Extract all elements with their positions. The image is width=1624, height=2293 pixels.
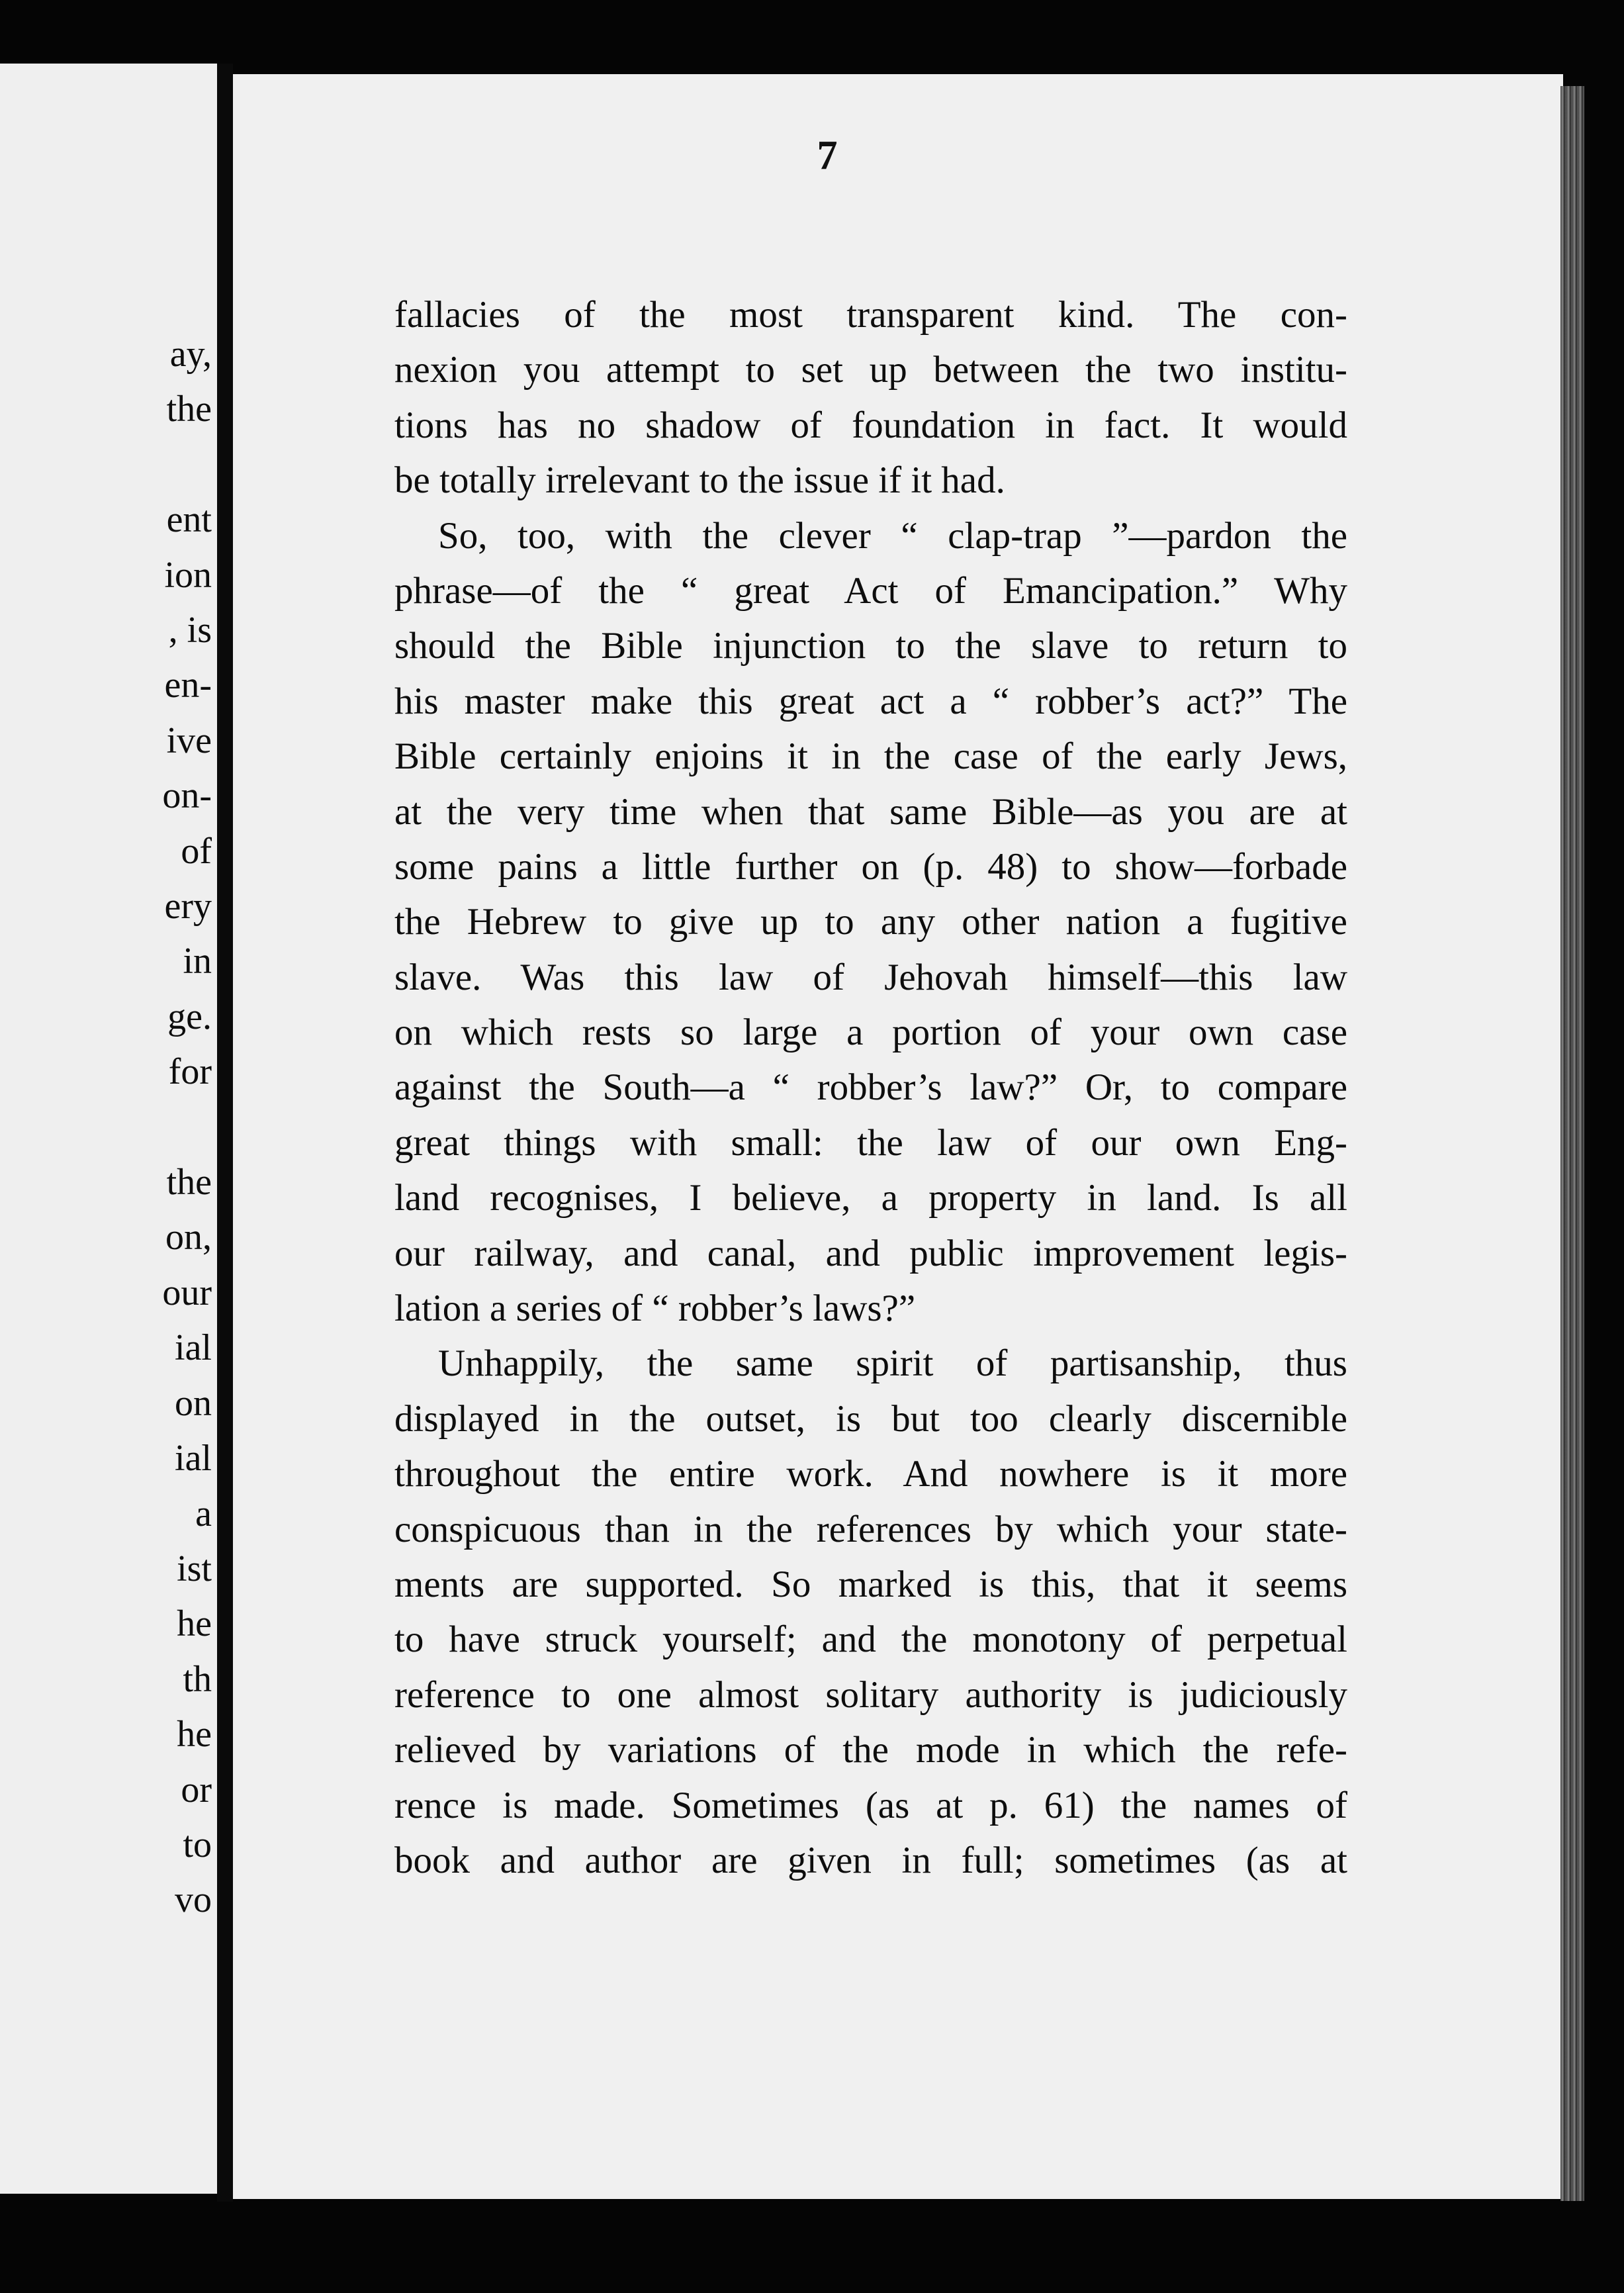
- text-line: his master make this great act a “ robber’s act?” The: [394, 680, 1347, 722]
- text-line: Unhappily, the same spirit of partisanship, thus: [438, 1342, 1347, 1385]
- left-fragment: ge.: [167, 996, 212, 1037]
- text-line: slave. Was this law of Jehovah himself—this law: [394, 956, 1347, 998]
- left-fragment: on: [175, 1382, 212, 1424]
- text-line: land recognises, I believe, a property in land. Is all: [394, 1177, 1347, 1219]
- left-fragment: to: [183, 1824, 212, 1865]
- text-line: great things with small: the law of our own Eng-: [394, 1121, 1347, 1164]
- text-line: phrase—of the “ great Act of Emancipation.” Why: [394, 569, 1347, 612]
- text-line: at the very time when that same Bible—as you are at: [394, 790, 1347, 833]
- text-line: should the Bible injunction to the slave to return to: [394, 625, 1347, 667]
- page-edges: [1560, 86, 1584, 2201]
- left-fragment: ery: [164, 886, 212, 927]
- text-line: our railway, and canal, and public improvement legis-: [394, 1232, 1347, 1274]
- text-line: some pains a little further on (p. 48) to show—forbade: [394, 845, 1347, 888]
- text-line: conspicuous than in the references by which your state-: [394, 1508, 1347, 1550]
- left-fragment: ion: [164, 554, 212, 596]
- text-line: Bible certainly enjoins it in the case of the early Jews,: [394, 735, 1347, 778]
- text-line: the Hebrew to give up to any other nation a fugitive: [394, 901, 1347, 943]
- text-line: displayed in the outset, is but too clearly discernible: [394, 1397, 1347, 1440]
- left-fragment: our: [162, 1272, 212, 1313]
- left-fragment: ay,: [169, 334, 212, 375]
- left-fragment: ial: [175, 1327, 212, 1369]
- text-line: reference to one almost solitary authority is judiciously: [394, 1673, 1347, 1716]
- left-fragment: he: [177, 1603, 212, 1645]
- left-fragment: on,: [165, 1217, 212, 1258]
- left-fragment-gap: [162, 1100, 212, 1155]
- text-line: to have struck yourself; and the monotony of perpetual: [394, 1618, 1347, 1661]
- left-fragment: on-: [162, 775, 212, 817]
- text-line: fallacies of the most transparent kind. The con-: [394, 294, 1347, 336]
- text-line: nexion you attempt to set up between the two institu-: [394, 349, 1347, 391]
- left-fragment: ive: [166, 720, 212, 761]
- left-fragment: , is: [168, 610, 212, 651]
- text-line: on which rests so large a portion of your own case: [394, 1011, 1347, 1054]
- left-fragment: en-: [164, 665, 212, 706]
- left-fragment: th: [183, 1658, 212, 1700]
- left-fragment: ial: [175, 1438, 212, 1479]
- left-fragment: for: [168, 1051, 212, 1093]
- left-fragment: ent: [166, 499, 212, 541]
- text-line: be totally irrelevant to the issue if it had.: [394, 459, 1005, 502]
- page-number: 7: [817, 133, 838, 178]
- text-line: throughout the entire work. And nowhere is it more: [394, 1453, 1347, 1495]
- text-line: tions has no shadow of foundation in fact. It would: [394, 404, 1347, 446]
- text-line: book and author are given in full; sometimes (as at: [394, 1839, 1347, 1881]
- text-line: lation a series of “ robber’s laws?”: [394, 1287, 916, 1330]
- text-line: relieved by variations of the mode in which the refe-: [394, 1729, 1347, 1771]
- left-fragment: vo: [175, 1879, 212, 1921]
- left-fragment: he: [177, 1714, 212, 1755]
- text-line: against the South—a “ robber’s law?” Or, to compare: [394, 1066, 1347, 1109]
- left-page-text-fragments: [162, 327, 212, 1928]
- left-fragment: a: [195, 1493, 212, 1534]
- text-line: So, too, with the clever “ clap-trap ”—pardon the: [438, 514, 1347, 557]
- body-text: [394, 287, 1347, 1888]
- text-line: ments are supported. So marked is this, that it seems: [394, 1563, 1347, 1605]
- left-fragment: in: [183, 941, 212, 982]
- text-line: rence is made. Sometimes (as at p. 61) the names of: [394, 1784, 1347, 1826]
- left-fragment: the: [166, 389, 212, 430]
- left-fragment-gap: [162, 438, 212, 492]
- left-fragment: or: [181, 1769, 212, 1810]
- left-fragment: ist: [177, 1548, 212, 1589]
- book-gutter: [217, 64, 233, 2202]
- left-fragment: of: [181, 830, 212, 872]
- left-fragment: the: [166, 1162, 212, 1203]
- left-page: [0, 64, 217, 2194]
